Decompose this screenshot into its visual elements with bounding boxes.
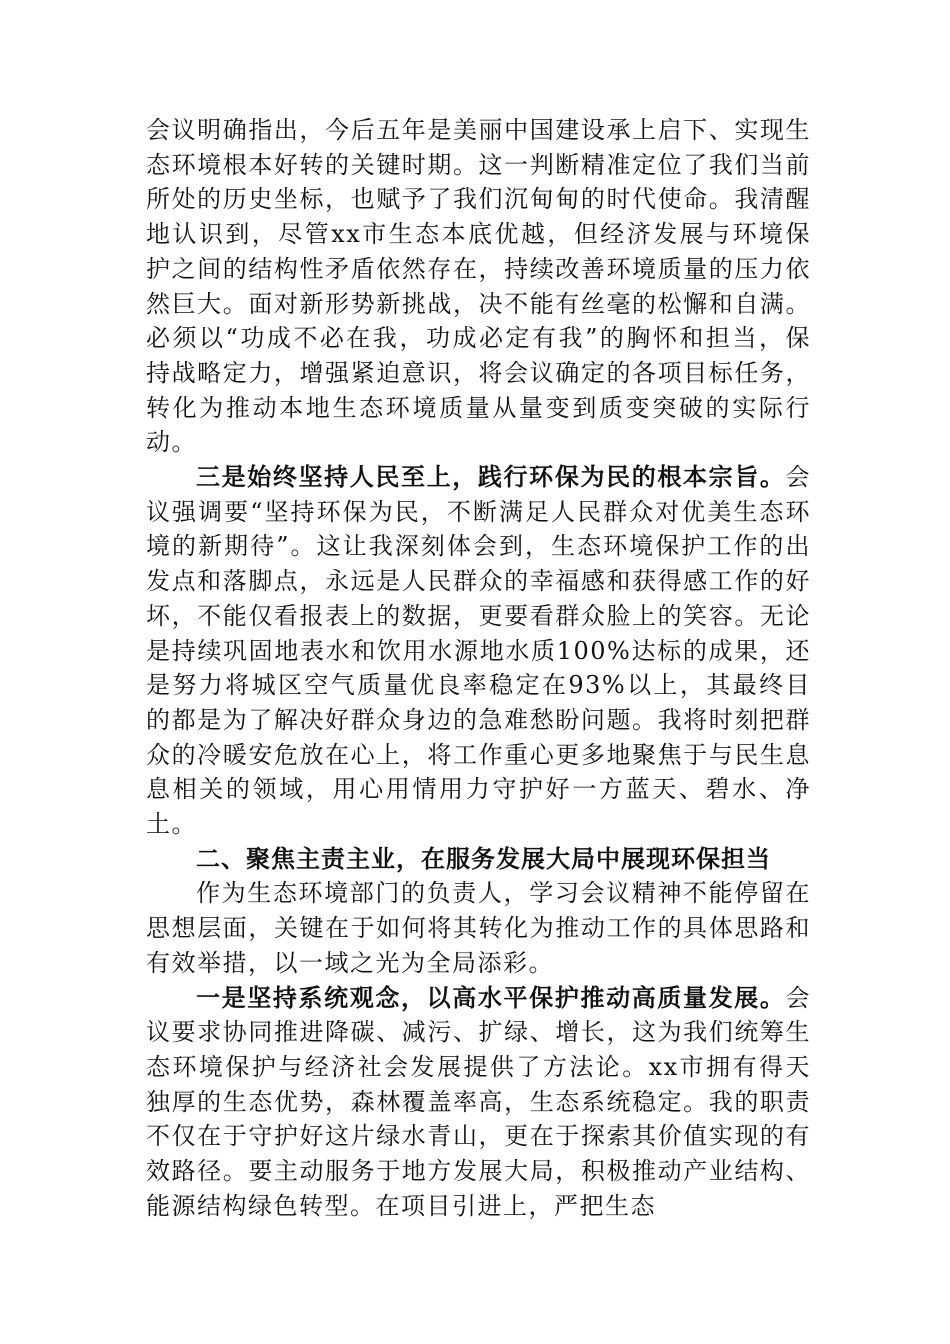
paragraph-lead-people-first: 三是始终坚持人民至上，践行环保为民的根本宗旨。 — [196, 463, 786, 492]
paragraph-text-people-first: 会议强调要“坚持环保为民，不断满足人民群众对优美生态环境的新期待”。这让我深刻体会到，生态环境保护工作的出发点和落脚点，永远是人民群众的幸福感和获得感工作的好坏，不能仅看报表上的数据，更要看群众脸上的笑容。无论是持续巩固地表水和饮用水源地水质100%达标的成果，还是努力将城区空气质量优良率稳定在93%以上，其最终目的都是为了解决好群众身边的急难愁盼问题。我将时刻把群众的冷暖安危放在心上，将工作重心更多地聚焦于与民生息息相关的领域，用心用情用力守护好一方蓝天、碧水、净土。 — [146, 463, 811, 839]
paragraph-lead-systems-view: 一是坚持系统观念，以高水平保护推动高质量发展。 — [196, 983, 786, 1012]
paragraph-text-systems-view: 会议要求协同推进降碳、减污、扩绿、增长，这为我们统筹生态环境保护与经济社会发展提供了方法论。xx市拥有得天独厚的生态优势，森林覆盖率高，生态系统稳定。我的职责不仅在于守护好这片绿水青山，更在于探索其价值实现的有效路径。要主动服务于地方发展大局，积极推动产业结构、能源结构绿色转型。在项目引进上，严把生态 — [146, 983, 811, 1220]
document-body — [146, 113, 811, 1224]
paragraph-people-first — [146, 460, 811, 842]
paragraph-systems-view — [146, 981, 811, 1224]
section-heading-2: 二、聚焦主责主业，在服务发展大局中展现环保担当 — [196, 844, 771, 873]
paragraph-historic-coordinate: 会议明确指出，今后五年是美丽中国建设承上启下、实现生态环境根本好转的关键时期。这一判断精准定位了我们当前所处的历史坐标，也赋予了我们沉甸甸的时代使命。我清醒地认识到，尽管xx市生态本底优越，但经济发展与环境保护之间的结构性矛盾依然存在，持续改善环境质量的压力依然巨大。面对新形势新挑战，决不能有丝毫的松懈和自满。必须以“功成不必在我，功成必定有我”的胸怀和担当，保持战略定力，增强紧迫意识，将会议确定的各项目标任务，转化为推动本地生态环境质量从量变到质变突破的实际行动。 — [146, 116, 811, 457]
paragraph-section-intro: 作为生态环境部门的负责人，学习会议精神不能停留在思想层面，关键在于如何将其转化为推动工作的具体思路和有效举措，以一域之光为全局添彩。 — [146, 879, 811, 977]
